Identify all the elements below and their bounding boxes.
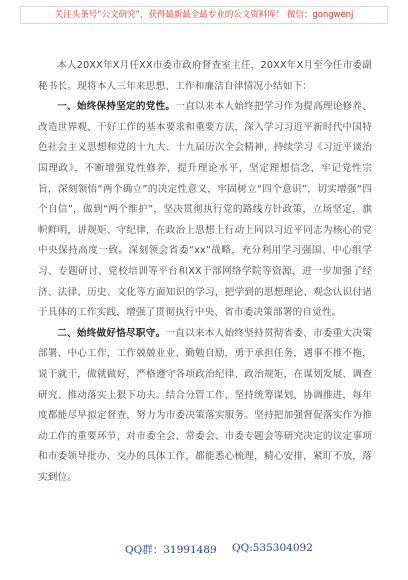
section-heading-1: 一、始终保持坚定的党性。 [57, 101, 176, 113]
section-body-2: 一直以来本人始终坚持贯彻省委、市委重大决策部署、中心工作，工作兢兢业业、勤勉自励，勇于承担任务，遇事不推不拖，说干就干，做就做好，严格遵守各项政治纪律、政治规矩，在谋划发展、调查研究、推动落实上狠下功夫。结合分管工作，坚持统筹谋划、协调推进，每年度都能尽早拟定督查，努力为市委决策落实服务。坚持把加强督促落实作为推动工作的重要环节，对市委全会、常委会、市委专题会等研究决定的议定事项和市委领导批办、交办的具体工作，都能悉心梳理，精心安排，紧盯不放，落实到位。 [38, 327, 372, 483]
document-body [38, 56, 372, 488]
qq-group-label: QQ群：31991489 [125, 544, 217, 556]
promo-banner: 关注头条号“公文研究”，获得最新最全最专业的公文资料库！ 微信：gongwenj [20, 6, 388, 24]
qq-contact-label: QQ:535304092 [232, 542, 313, 554]
section-heading-2: 二、始终做好恪尽职守。 [57, 327, 166, 339]
section-paragraph-2 [38, 324, 372, 489]
footer-contact [0, 542, 408, 560]
section-paragraph-1 [38, 97, 372, 324]
intro-paragraph: 本人20XX年X月任XX市委市政府督查室主任，20XX年X月至今任市委副秘书长。现将本人三年来思想、工作和廉洁自律情况小结如下： [38, 60, 372, 92]
section-body-1: 一直以来本人始终把学习作为提高理论修养、改造世界观、干好工作的基本要求和重要方法，深入学习习近平新时代中国特色社会主义思想和党的十九大、十九届历次全会精神，持续学习《习近平谈治国理政》，不断增强党性修养，提升理论水平，坚定理想信念，牢记党性宗旨，深刻领悟“两个确立”的决定性意义，牢固树立“四个意识”，切实增强“四个自信”，做到“两个维护”，坚决贯彻执行党的路线方针政策，立场坚定，旗帜鲜明，讲规矩、守纪律，在政治上思想上行动上同以习近平同志为核心的党中央保持高度一致。深刻领会省委“xx”战略，充分利用学习强国、中心组学习、专题研讨、党校培训等平台和XX干部网络学院等资源，进一步加强了经济、法律、历史、文化等方面知识的学习，把学到的思想理论、观念认识付诸于具体的工作实践，增强了贯彻执行中央、省市委决策部署的自觉性。 [38, 101, 373, 319]
